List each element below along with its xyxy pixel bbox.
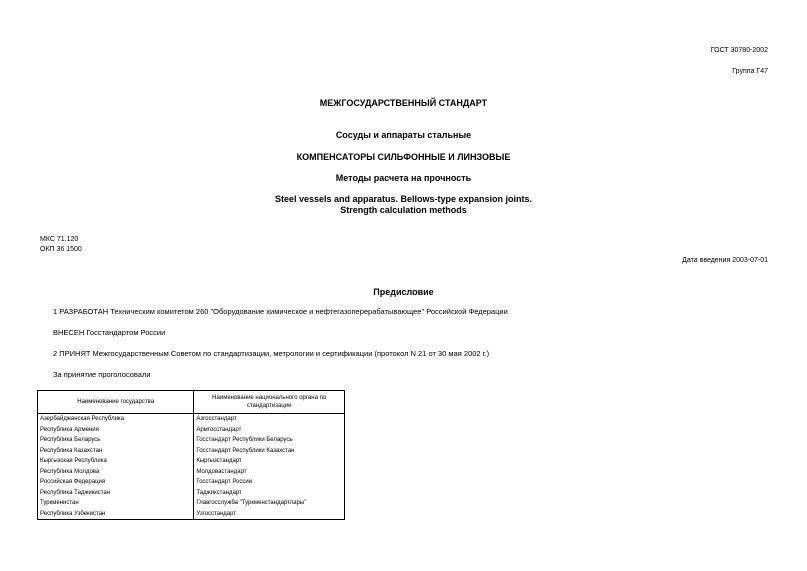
state-cell: Российская Федерация	[38, 477, 194, 488]
table-row	[38, 477, 345, 488]
voting-states-table	[37, 390, 345, 520]
table-row	[38, 425, 345, 436]
table-row	[38, 446, 345, 457]
doc-number: ГОСТ 30780-2002	[710, 47, 768, 54]
body-cell: Госстандарт Республики Казахстан	[194, 446, 345, 457]
table-row	[38, 467, 345, 478]
body-cell: Армгосстандарт	[194, 425, 345, 436]
column-header-state: Наименование государства	[38, 391, 194, 414]
column-header-body: Наименование национального органа по стандартизации	[194, 391, 345, 414]
english-title-line2: Strength calculation methods	[340, 205, 467, 215]
table-row	[38, 456, 345, 467]
body-cell: Азгосстандарт	[194, 414, 345, 425]
english-title-line1: Steel vessels and apparatus. Bellows-type expansion joints.	[274, 194, 533, 204]
preface-heading: Предисловие	[373, 287, 434, 297]
preface-paragraph-developed: 1 РАЗРАБОТАН Техническим комитетом 260 "Оборудование химическое и нефтегазоперерабатывающее" Российской Федерации	[53, 307, 508, 316]
table-row	[38, 435, 345, 446]
body-cell: Госстандарт Республики Беларусь	[194, 435, 345, 446]
mks-code: МКС 71.120	[40, 236, 79, 243]
body-cell: Главгосслужба "Туркменстандартлары"	[194, 498, 345, 509]
state-cell: Республика Молдова	[38, 467, 194, 478]
state-cell: Кыргызская Республика	[38, 456, 194, 467]
state-cell: Азербайджанская Республика	[38, 414, 194, 425]
body-cell: Кыргызстандарт	[194, 456, 345, 467]
state-cell: Республика Казахстан	[38, 446, 194, 457]
table-row	[38, 414, 345, 425]
body-cell: Молдовастандарт	[194, 467, 345, 478]
state-cell: Туркменистан	[38, 498, 194, 509]
standard-type-title: МЕЖГОСУДАРСТВЕННЫЙ СТАНДАРТ	[319, 98, 488, 108]
table-header-row	[38, 391, 345, 414]
state-cell: Республика Узбекистан	[38, 509, 194, 520]
state-cell: Республика Таджикистан	[38, 488, 194, 499]
preface-paragraph-introduced: ВНЕСЕН Госстандартом России	[53, 328, 166, 337]
subtitle-vessels: Сосуды и аппараты стальные	[335, 130, 472, 140]
introduction-date: Дата введения 2003-07-01	[682, 257, 768, 264]
subtitle-methods: Методы расчета на прочность	[335, 173, 472, 183]
group-code: Группа Г47	[732, 68, 768, 75]
body-cell: Госстандарт России	[194, 477, 345, 488]
body-cell: Таджикстандарт	[194, 488, 345, 499]
preface-paragraph-adopted: 2 ПРИНЯТ Межгосударственным Советом по стандартизации, метрологии и сертификации (протокол N 21 от 30 мая 2002 г.)	[53, 349, 490, 358]
body-cell: Узгосстандарт	[194, 509, 345, 520]
okp-code: ОКП 36 1500	[40, 246, 82, 253]
subtitle-compensators: КОМПЕНСАТОРЫ СИЛЬФОННЫЕ И ЛИНЗОВЫЕ	[296, 152, 511, 162]
state-cell: Республика Армения	[38, 425, 194, 436]
state-cell: Республика Беларусь	[38, 435, 194, 446]
table-row	[38, 488, 345, 499]
table-row	[38, 509, 345, 520]
table-row	[38, 498, 345, 509]
preface-paragraph-voted: За принятие проголосовали	[53, 370, 151, 379]
